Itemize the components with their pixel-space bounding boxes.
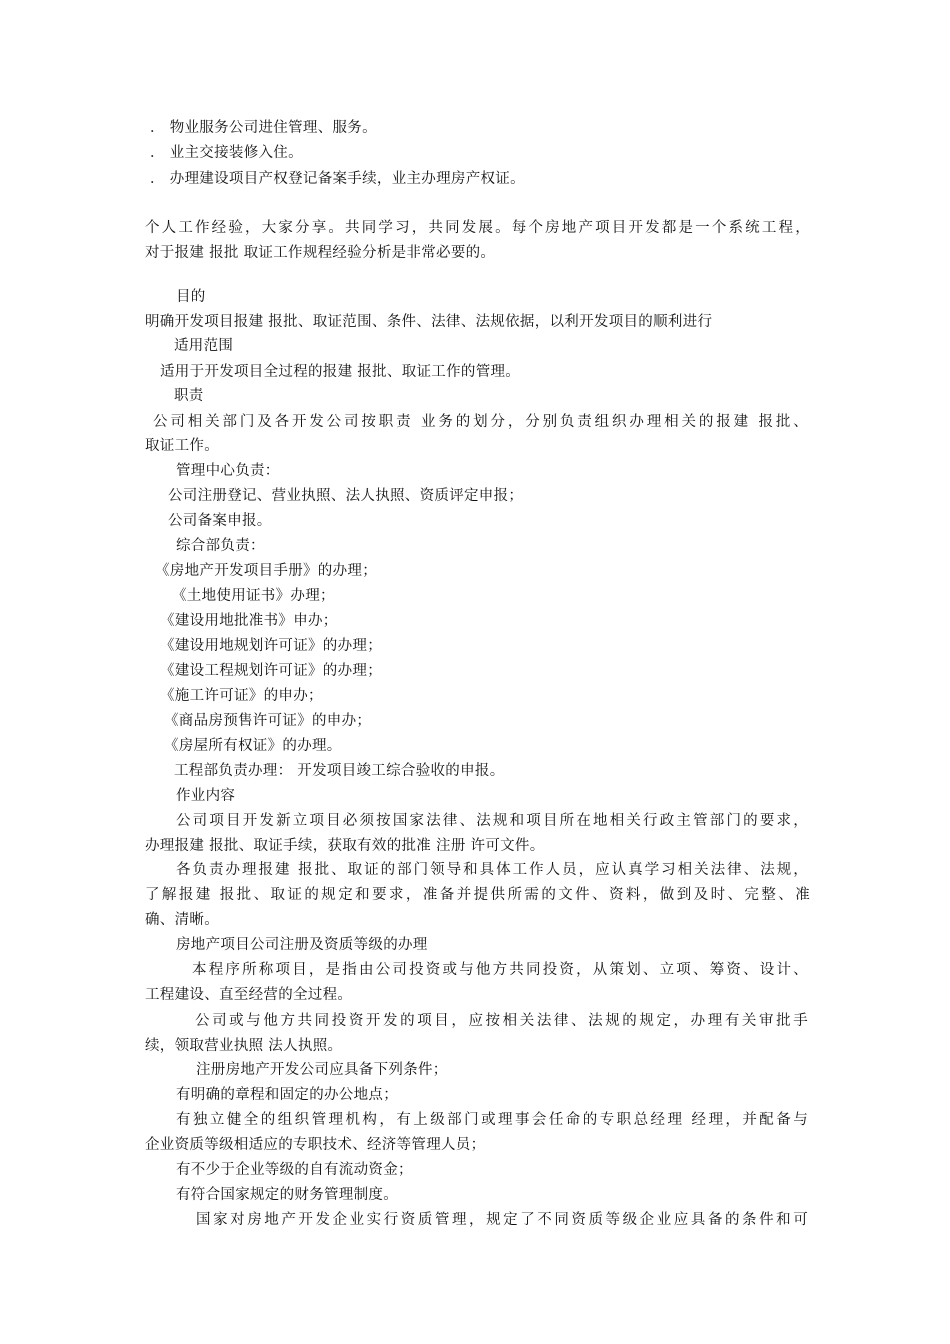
- management-center-item-2: 公司备案申报。: [168, 513, 272, 529]
- purpose-text: 明确开发项目报建 报批、取证范围、条件、法律、法规依据，以利开发项目的顺利进行: [145, 314, 713, 330]
- general-dept-item-2: 《土地使用证书》办理；: [172, 588, 335, 604]
- general-dept-item-4: 《建设用地规划许可证》的办理；: [160, 638, 382, 654]
- intro-paragraph-line-2: 对于报建 报批 取证工作规程经验分析是非常必要的。: [145, 245, 496, 261]
- responsibility-text-line-2: 取证工作。: [145, 438, 219, 454]
- work-content-paragraph-1-line-2: 办理报建 报批、取证手续，获取有效的批准 注册 许可文件。: [145, 838, 545, 854]
- section-heading-scope: 适用范围: [174, 338, 234, 354]
- work-content-paragraph-2-line-3: 确、清晰。: [145, 912, 219, 928]
- work-content-paragraph-2-line-2: 了解报建 报批、取证的规定和要求，准备并提供所需的文件、资料，做到及时、完整、准: [145, 887, 810, 903]
- work-content-paragraph-2-line-1: 各负责办理报建 报批、取证的部门领导和具体工作人员，应认真学习相关法律、法规，: [176, 862, 808, 878]
- condition-item-1: 有明确的章程和固定的办公地点；: [176, 1087, 398, 1103]
- scope-text: 适用于开发项目全过程的报建 报批、取证工作的管理。: [160, 364, 521, 380]
- condition-item-2-line-1: 有独立健全的组织管理机构，有上级部门或理事会任命的专职总经理 经理，并配备与: [176, 1112, 808, 1128]
- section-heading-purpose: 目的: [176, 289, 206, 305]
- condition-item-2-line-2: 企业资质等级相适应的专职技术、经济等管理人员；: [145, 1137, 486, 1153]
- general-dept-item-7: 《商品房预售许可证》的申办；: [164, 713, 372, 729]
- work-content-paragraph-1-line-1: 公司项目开发新立项目必须按国家法律、法规和项目所在地相关行政主管部门的要求，: [176, 813, 808, 829]
- condition-item-4: 有符合国家规定的财务管理制度。: [176, 1187, 398, 1203]
- list-item-property-registration: ． 办理建设项目产权登记备案手续，业主办理房产权证。: [150, 171, 525, 187]
- registration-paragraph-2-line-1: 公司或与他方共同投资开发的项目，应按相关法律、法规的规定，办理有关审批手: [195, 1013, 808, 1029]
- general-dept-item-6: 《施工许可证》的申办；: [160, 688, 323, 704]
- management-center-heading: 管理中心负责：: [176, 463, 280, 479]
- registration-paragraph-1-line-2: 工程建设、直至经营的全过程。: [145, 987, 353, 1003]
- registration-conditions-heading: 注册房地产开发公司应具备下列条件；: [196, 1062, 448, 1078]
- subsection-heading-registration: 房地产项目公司注册及资质等级的办理: [176, 937, 428, 953]
- general-dept-item-3: 《建设用地批准书》申办；: [160, 613, 338, 629]
- registration-paragraph-2-line-2: 续，领取营业执照 法人执照。: [145, 1038, 343, 1054]
- general-dept-item-8: 《房屋所有权证》的办理。: [164, 738, 342, 754]
- general-dept-item-5: 《建设工程规划许可证》的办理；: [160, 663, 382, 679]
- general-dept-item-1: 《房地产开发项目手册》的办理；: [155, 563, 377, 579]
- general-dept-heading: 综合部负责：: [176, 538, 265, 554]
- section-heading-responsibility: 职责: [174, 388, 204, 404]
- engineering-dept-text: 工程部负责办理： 开发项目竣工综合验收的申报。: [174, 763, 505, 779]
- management-center-item-1: 公司注册登记、营业执照、法人执照、资质评定申报；: [168, 488, 524, 504]
- condition-item-3: 有不少于企业等级的自有流动资金；: [176, 1162, 413, 1178]
- section-heading-work-content: 作业内容: [176, 788, 236, 804]
- list-item-owner-handover: ． 业主交接装修入住。: [150, 145, 303, 161]
- responsibility-text-line-1: 公司相关部门及各开发公司按职责 业务的划分，分别负责组织办理相关的报建 报批、: [153, 414, 808, 430]
- list-item-property-service: ． 物业服务公司进住管理、服务。: [150, 120, 377, 136]
- intro-paragraph-line-1: 个人工作经验，大家分享。共同学习，共同发展。每个房地产项目开发都是一个系统工程，: [145, 220, 810, 236]
- qualification-paragraph-line-1: 国家对房地产开发企业实行资质管理，规定了不同资质等级企业应具备的条件和可: [196, 1212, 808, 1228]
- registration-paragraph-1-line-1: 本程序所称项目，是指由公司投资或与他方共同投资，从策划、立项、筹资、设计、: [192, 962, 808, 978]
